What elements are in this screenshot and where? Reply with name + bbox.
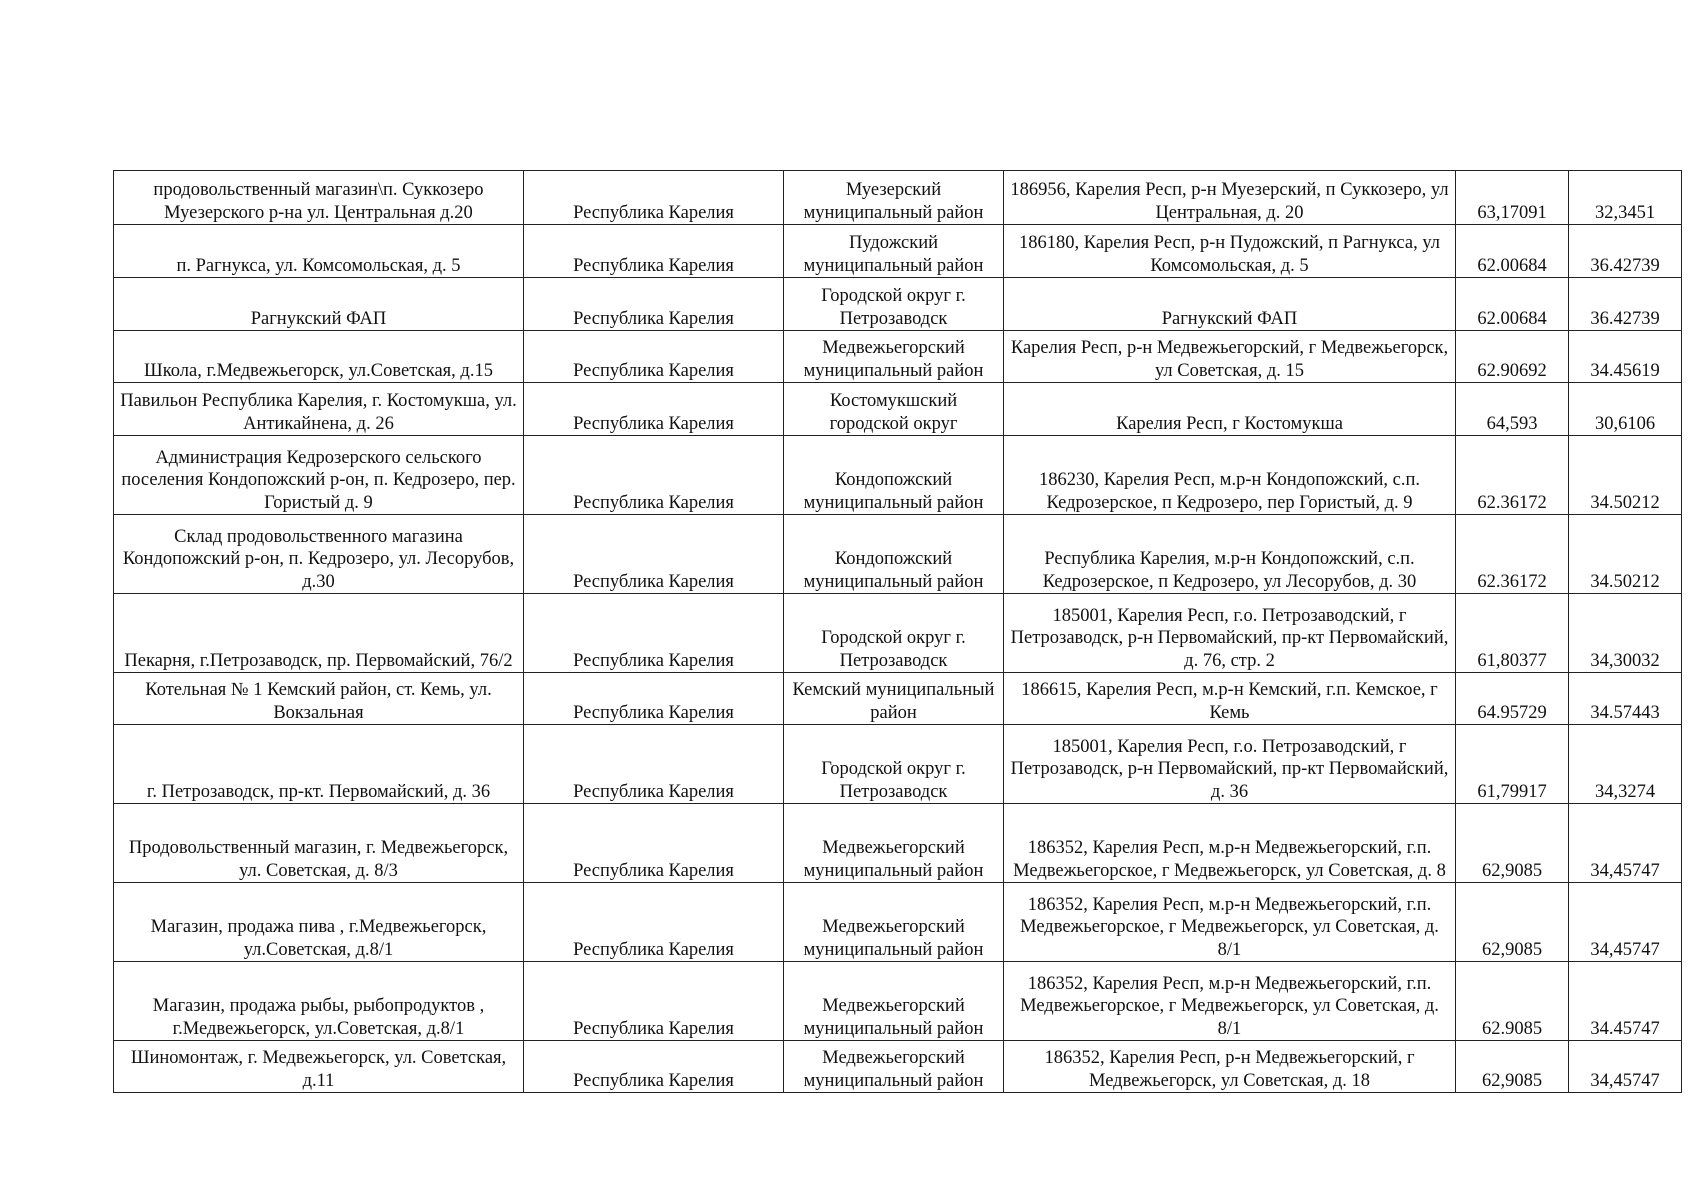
latitude-cell-text: 62,9085 (1481, 860, 1543, 881)
address-cell (1004, 331, 1456, 383)
latitude-cell (1456, 883, 1569, 962)
latitude-cell-text: 62.9085 (1481, 1018, 1543, 1039)
longitude-cell-text: 34.50212 (1590, 492, 1660, 513)
address-cell (1004, 804, 1456, 883)
longitude-cell-text: 34.57443 (1590, 702, 1660, 723)
object-cell (114, 804, 524, 883)
region-cell (524, 331, 784, 383)
region-cell-text: Республика Карелия (573, 255, 734, 276)
object-cell (114, 225, 524, 278)
object-cell (114, 725, 524, 804)
longitude-cell (1569, 1041, 1682, 1093)
region-cell-text: Республика Карелия (573, 1018, 734, 1039)
object-cell-text: Магазин, продажа пива , г.Медвежьегорск, ул.Советская, д.8/1 (150, 917, 487, 960)
latitude-cell (1456, 962, 1569, 1041)
longitude-cell-text: 34,45747 (1590, 1070, 1660, 1091)
address-cell-text: Карелия Респ, р-н Медвежьегорский, г Медвежьегорск, ул Советская, д. 15 (1010, 338, 1449, 381)
municipality-cell-text: Медвежьегорский муниципальный район (803, 338, 984, 381)
municipality-cell-text: Городской округ г. Петрозаводск (821, 759, 966, 802)
municipality-cell (784, 725, 1004, 804)
address-cell (1004, 1041, 1456, 1093)
table-row (114, 883, 1682, 962)
address-cell-text: Республика Карелия, м.р-н Кондопожский, с.п. Кедрозерское, п Кедрозеро, ул Лесорубов, д. 30 (1042, 549, 1417, 592)
municipality-cell (784, 883, 1004, 962)
longitude-cell-text: 30,6106 (1594, 413, 1656, 434)
municipality-cell (784, 804, 1004, 883)
address-cell-text: 186352, Карелия Респ, м.р-н Медвежьегорский, г.п. Медвежьегорское, г Медвежьегорск, ул Советская, д. 8/1 (1020, 894, 1439, 960)
latitude-cell (1456, 278, 1569, 331)
longitude-cell-text: 32,3451 (1594, 202, 1656, 223)
latitude-cell-text: 64.95729 (1477, 702, 1547, 723)
address-cell (1004, 515, 1456, 594)
longitude-cell-text: 36.42739 (1590, 255, 1660, 276)
latitude-cell-text: 62.36172 (1477, 571, 1547, 592)
latitude-cell (1456, 1041, 1569, 1093)
longitude-cell (1569, 383, 1682, 436)
longitude-cell-text: 34,45747 (1590, 939, 1660, 960)
longitude-cell-text: 34.45619 (1590, 360, 1660, 381)
municipality-cell-text: Городской округ г. Петрозаводск (821, 628, 966, 671)
latitude-cell (1456, 436, 1569, 515)
object-cell-text: Продовольственный магазин, г. Медвежьегорск, ул. Советская, д. 8/3 (128, 838, 509, 881)
table-row (114, 962, 1682, 1041)
latitude-cell-text: 62.36172 (1477, 492, 1547, 513)
region-cell (524, 725, 784, 804)
table-row (114, 383, 1682, 436)
longitude-cell (1569, 594, 1682, 673)
municipality-cell (784, 515, 1004, 594)
region-cell (524, 883, 784, 962)
object-cell (114, 383, 524, 436)
object-cell-text: Шиномонтаж, г. Медвежьегорск, ул. Советская, д.11 (130, 1048, 507, 1091)
address-cell (1004, 883, 1456, 962)
object-cell-text: Школа, г.Медвежьегорск, ул.Советская, д.15 (144, 360, 493, 381)
latitude-cell (1456, 225, 1569, 278)
region-cell-text: Республика Карелия (573, 781, 734, 802)
address-cell (1004, 962, 1456, 1041)
table-row (114, 225, 1682, 278)
longitude-cell-text: 36.42739 (1590, 308, 1660, 329)
latitude-cell (1456, 383, 1569, 436)
region-cell-text: Республика Карелия (573, 860, 734, 881)
table-row (114, 515, 1682, 594)
object-cell (114, 171, 524, 225)
object-cell-text: Администрация Кедрозерского сельского поселения Кондопожский р-он, п. Кедрозеро, пер. Гористый д. 9 (121, 447, 516, 513)
object-cell-text: Котельная № 1 Кемский район, ст. Кемь, ул. Вокзальная (145, 680, 492, 723)
latitude-cell-text: 62,9085 (1481, 939, 1543, 960)
object-cell-text: Магазин, продажа рыбы, рыбопродуктов , г.Медвежьегорск, ул.Советская, д.8/1 (152, 996, 485, 1039)
municipality-cell (784, 278, 1004, 331)
address-cell-text: Рагнукский ФАП (1161, 308, 1298, 329)
table-row (114, 725, 1682, 804)
address-cell-text: 185001, Карелия Респ, г.о. Петрозаводский, г Петрозаводск, р-н Первомайский, пр-кт Первомайский, д. 76, стр. 2 (1010, 605, 1449, 671)
region-cell-text: Республика Карелия (573, 571, 734, 592)
latitude-cell-text: 61,79917 (1477, 781, 1547, 802)
object-cell (114, 962, 524, 1041)
latitude-cell-text: 62.00684 (1477, 255, 1547, 276)
municipality-cell (784, 383, 1004, 436)
region-cell-text: Республика Карелия (573, 650, 734, 671)
address-cell (1004, 278, 1456, 331)
region-cell (524, 515, 784, 594)
region-cell-text: Республика Карелия (573, 939, 734, 960)
longitude-cell (1569, 171, 1682, 225)
object-cell (114, 883, 524, 962)
address-cell-text: 186352, Карелия Респ, м.р-н Медвежьегорский, г.п. Медвежьегорское, г Медвежьегорск, ул Советская, д. 8 (1013, 838, 1446, 881)
longitude-cell (1569, 515, 1682, 594)
region-cell-text: Республика Карелия (573, 360, 734, 381)
object-cell-text: п. Рагнукса, ул. Комсомольская, д. 5 (176, 255, 461, 276)
region-cell-text: Республика Карелия (573, 202, 734, 223)
longitude-cell (1569, 436, 1682, 515)
longitude-cell (1569, 225, 1682, 278)
table-row (114, 436, 1682, 515)
table-row (114, 673, 1682, 725)
object-cell-text: продовольственный магазин\п. Суккозеро Муезерского р-на ул. Центральная д.20 (153, 180, 484, 223)
municipality-cell (784, 962, 1004, 1041)
object-cell (114, 673, 524, 725)
object-cell-text: Склад продовольственного магазина Кондопожский р-он, п. Кедрозеро, ул. Лесорубов, д.30 (122, 526, 515, 592)
object-cell (114, 278, 524, 331)
latitude-cell (1456, 673, 1569, 725)
region-cell (524, 171, 784, 225)
address-cell (1004, 171, 1456, 225)
longitude-cell-text: 34,3274 (1594, 781, 1656, 802)
address-cell (1004, 225, 1456, 278)
longitude-cell (1569, 725, 1682, 804)
region-cell-text: Республика Карелия (573, 308, 734, 329)
municipality-cell (784, 1041, 1004, 1093)
table-row (114, 171, 1682, 225)
region-cell-text: Республика Карелия (573, 492, 734, 513)
address-cell (1004, 383, 1456, 436)
latitude-cell (1456, 594, 1569, 673)
longitude-cell (1569, 962, 1682, 1041)
municipality-cell-text: Медвежьегорский муниципальный район (803, 996, 984, 1039)
address-cell-text: 185001, Карелия Респ, г.о. Петрозаводский, г Петрозаводск, р-н Первомайский, пр-кт Первомайский, д. 36 (1010, 736, 1449, 802)
municipality-cell (784, 331, 1004, 383)
region-cell (524, 594, 784, 673)
latitude-cell (1456, 804, 1569, 883)
table-row (114, 1041, 1682, 1093)
address-cell-text: 186352, Карелия Респ, м.р-н Медвежьегорский, г.п. Медвежьегорское, г Медвежьегорск, ул Советская, д. 8/1 (1020, 973, 1439, 1039)
address-cell (1004, 594, 1456, 673)
municipality-cell (784, 436, 1004, 515)
municipality-cell-text: Медвежьегорский муниципальный район (803, 917, 984, 960)
longitude-cell-text: 34,45747 (1590, 860, 1660, 881)
object-cell-text: Павильон Республика Карелия, г. Костомукша, ул. Антикайнена, д. 26 (120, 391, 517, 434)
municipality-cell-text: Муезерский муниципальный район (803, 180, 984, 223)
latitude-cell-text: 63,17091 (1477, 202, 1547, 223)
municipality-cell-text: Медвежьегорский муниципальный район (803, 1048, 984, 1091)
address-cell (1004, 436, 1456, 515)
address-cell-text: Карелия Респ, г Костомукша (1116, 413, 1343, 434)
address-cell-text: 186180, Карелия Респ, р-н Пудожский, п Рагнукса, ул Комсомольская, д. 5 (1018, 233, 1440, 276)
longitude-cell (1569, 278, 1682, 331)
address-cell-text: 186352, Карелия Респ, р-н Медвежьегорский, г Медвежьегорск, ул Советская, д. 18 (1044, 1048, 1415, 1091)
municipality-cell-text: Костомукшский городской округ (829, 391, 958, 434)
longitude-cell-text: 34.45747 (1590, 1018, 1660, 1039)
region-cell (524, 225, 784, 278)
longitude-cell-text: 34,30032 (1590, 650, 1660, 671)
region-cell (524, 673, 784, 725)
region-cell (524, 383, 784, 436)
address-cell-text: 186230, Карелия Респ, м.р-н Кондопожский, с.п. Кедрозерское, п Кедрозеро, пер Гористый, д. 9 (1038, 470, 1421, 513)
municipality-cell-text: Городской округ г. Петрозаводск (821, 286, 966, 329)
locations-table (113, 170, 1682, 1093)
object-cell (114, 594, 524, 673)
longitude-cell (1569, 804, 1682, 883)
address-cell-text: 186615, Карелия Респ, м.р-н Кемский, г.п. Кемское, г Кемь (1021, 680, 1438, 723)
longitude-cell (1569, 331, 1682, 383)
object-cell (114, 1041, 524, 1093)
longitude-cell-text: 34.50212 (1590, 571, 1660, 592)
address-cell-text: 186956, Карелия Респ, р-н Муезерский, п Суккозеро, ул Центральная, д. 20 (1010, 180, 1449, 223)
municipality-cell (784, 673, 1004, 725)
table-row (114, 278, 1682, 331)
region-cell (524, 278, 784, 331)
region-cell (524, 804, 784, 883)
longitude-cell (1569, 883, 1682, 962)
region-cell (524, 1041, 784, 1093)
object-cell-text: г. Петрозаводск, пр-кт. Первомайский, д. 36 (146, 781, 491, 802)
latitude-cell-text: 62.90692 (1477, 360, 1547, 381)
latitude-cell-text: 61,80377 (1477, 650, 1547, 671)
municipality-cell (784, 225, 1004, 278)
municipality-cell (784, 171, 1004, 225)
municipality-cell (784, 594, 1004, 673)
latitude-cell (1456, 725, 1569, 804)
object-cell (114, 515, 524, 594)
address-cell (1004, 673, 1456, 725)
latitude-cell (1456, 515, 1569, 594)
region-cell-text: Республика Карелия (573, 702, 734, 723)
region-cell-text: Республика Карелия (573, 1070, 734, 1091)
address-cell (1004, 725, 1456, 804)
municipality-cell-text: Кондопожский муниципальный район (803, 470, 984, 513)
latitude-cell (1456, 331, 1569, 383)
object-cell (114, 436, 524, 515)
latitude-cell (1456, 171, 1569, 225)
object-cell (114, 331, 524, 383)
region-cell (524, 962, 784, 1041)
longitude-cell (1569, 673, 1682, 725)
object-cell-text: Рагнукский ФАП (250, 308, 387, 329)
table-row (114, 804, 1682, 883)
latitude-cell-text: 62,9085 (1481, 1070, 1543, 1091)
object-cell-text: Пекарня, г.Петрозаводск, пр. Первомайский, 76/2 (124, 650, 513, 671)
table-row (114, 331, 1682, 383)
region-cell-text: Республика Карелия (573, 413, 734, 434)
municipality-cell-text: Кемский муниципальный район (792, 680, 995, 723)
municipality-cell-text: Кондопожский муниципальный район (803, 549, 984, 592)
municipality-cell-text: Пудожский муниципальный район (803, 233, 984, 276)
latitude-cell-text: 64,593 (1486, 413, 1538, 434)
table-row (114, 594, 1682, 673)
municipality-cell-text: Медвежьегорский муниципальный район (803, 838, 984, 881)
region-cell (524, 436, 784, 515)
latitude-cell-text: 62.00684 (1477, 308, 1547, 329)
